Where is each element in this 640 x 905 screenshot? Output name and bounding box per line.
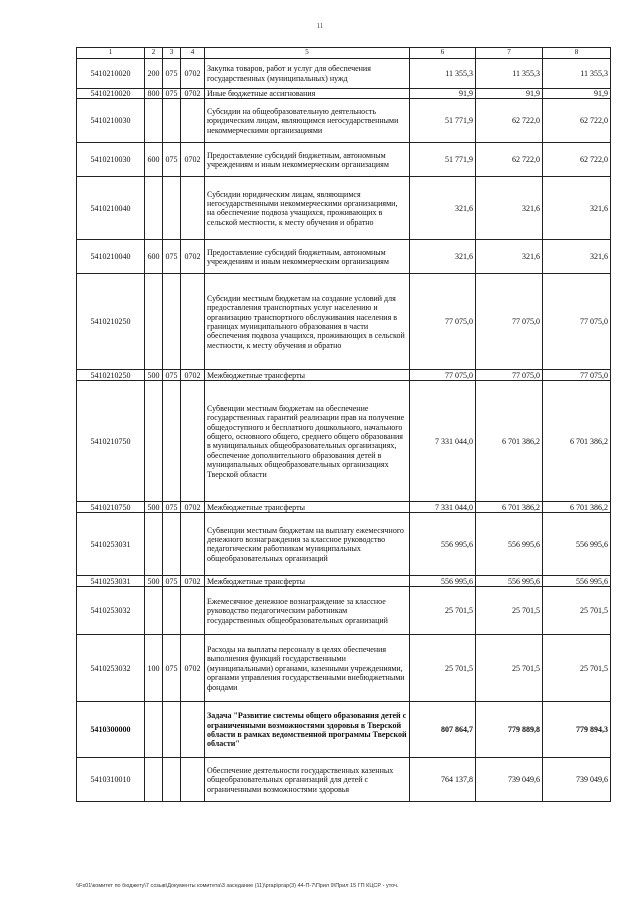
cell-department: [163, 274, 181, 370]
document-file-path: \\Fs01\комитет по бюджету\7 созыв\Документы комитета\3 заседание (11)\ргар\ргар(3) 44-П-7\Прил 9\Прил 15 ГП КЦСР - уточ.: [76, 883, 399, 889]
table-row: [77, 143, 611, 177]
cell-amount-col8: 91,9: [543, 89, 611, 99]
cell-amount-col7: 25 701,5: [476, 587, 543, 635]
table-row: [77, 381, 611, 502]
cell-amount-col6: 91,9: [410, 89, 476, 99]
cell-expense-type: 200: [145, 59, 163, 89]
cell-amount-col7: 321,6: [476, 177, 543, 240]
cell-target-code: 5410210040: [77, 177, 145, 240]
cell-target-code: 5410210250: [77, 274, 145, 370]
cell-section: [181, 702, 205, 758]
cell-amount-col7: 77 075,0: [476, 274, 543, 370]
header-cell-4: 4: [181, 48, 205, 59]
cell-department: 075: [163, 370, 181, 381]
cell-target-code: 5410210250: [77, 370, 145, 381]
cell-target-code: 5410310010: [77, 758, 145, 802]
cell-amount-col8: 6 701 386,2: [543, 381, 611, 502]
cell-amount-col6: 764 137,8: [410, 758, 476, 802]
cell-section: 0702: [181, 59, 205, 89]
header-cell-2: 2: [145, 48, 163, 59]
cell-amount-col6: 51 771,9: [410, 143, 476, 177]
cell-amount-col6: 807 864,7: [410, 702, 476, 758]
cell-expense-type: [145, 177, 163, 240]
cell-department: [163, 758, 181, 802]
cell-expense-type: 600: [145, 240, 163, 274]
cell-section: 0702: [181, 370, 205, 381]
cell-department: [163, 587, 181, 635]
cell-target-code: 5410253031: [77, 576, 145, 587]
cell-target-code: 5410253031: [77, 513, 145, 576]
cell-section: [181, 513, 205, 576]
header-cell-8: 8: [543, 48, 611, 59]
cell-item-name: Субсидии на общеобразовательную деятельность юридическим лицам, являющимся негосударственными некоммерческими организациями: [205, 99, 410, 143]
cell-amount-col7: 556 995,6: [476, 513, 543, 576]
cell-expense-type: 500: [145, 576, 163, 587]
page-number: 11: [316, 22, 324, 30]
cell-item-name: Межбюджетные трансферты: [205, 576, 410, 587]
cell-department: [163, 99, 181, 143]
cell-amount-col8: 556 995,6: [543, 513, 611, 576]
cell-expense-type: [145, 758, 163, 802]
cell-target-code: 5410210750: [77, 381, 145, 502]
cell-amount-col8: 25 701,5: [543, 635, 611, 702]
cell-section: [181, 274, 205, 370]
cell-amount-col8: 739 049,6: [543, 758, 611, 802]
cell-item-name: Расходы на выплаты персоналу в целях обеспечения выполнения функций государственными (муниципальными) органами, казенными учреждениями, органами управления государственными внебюджетными фондами: [205, 635, 410, 702]
cell-amount-col6: 321,6: [410, 177, 476, 240]
cell-department: 075: [163, 240, 181, 274]
cell-department: 075: [163, 502, 181, 513]
cell-section: 0702: [181, 576, 205, 587]
cell-target-code: 5410253032: [77, 635, 145, 702]
cell-item-name: Закупка товаров, работ и услуг для обеспечения государственных (муниципальных) нужд: [205, 59, 410, 89]
cell-department: [163, 702, 181, 758]
cell-target-code: 5410210020: [77, 89, 145, 99]
cell-amount-col7: 779 889,8: [476, 702, 543, 758]
table-row: [77, 502, 611, 513]
cell-amount-col6: 11 355,3: [410, 59, 476, 89]
cell-target-code: 5410300000: [77, 702, 145, 758]
table-row: [77, 59, 611, 89]
table-row: [77, 702, 611, 758]
cell-amount-col8: 321,6: [543, 177, 611, 240]
cell-item-name: Субсидии местным бюджетам на создание условий для предоставления транспортных услуг населению и организацию транспортного обслуживания населения в границах муниципального образования в части обеспечения подвоза учащихся, проживающих в сельской местности, к месту обучения и обратно: [205, 274, 410, 370]
cell-amount-col6: 77 075,0: [410, 274, 476, 370]
cell-amount-col6: 7 331 044,0: [410, 502, 476, 513]
cell-section: [181, 177, 205, 240]
table-row: [77, 99, 611, 143]
table-row: [77, 89, 611, 99]
cell-expense-type: [145, 274, 163, 370]
cell-amount-col6: 51 771,9: [410, 99, 476, 143]
cell-item-name: Субсидии юридическим лицам, являющимся негосударственными некоммерческими организациями, на обеспечение подвоза учащихся, проживающих в сельской местности, к месту обучения и обратно: [205, 177, 410, 240]
cell-section: 0702: [181, 635, 205, 702]
cell-item-name: Предоставление субсидий бюджетным, автономным учреждениям и иным некоммерческим организациям: [205, 240, 410, 274]
cell-amount-col7: 321,6: [476, 240, 543, 274]
header-cell-7: 7: [476, 48, 543, 59]
cell-amount-col6: 321,6: [410, 240, 476, 274]
budget-table: [76, 47, 611, 802]
cell-item-name: Субвенции местным бюджетам на обеспечение государственных гарантий реализации прав на получение общедоступного и бесплатного дошкольного, начального общего, основного общего, среднего общего образования в муниципальных общеобразовательных организациях, обеспечение дополнительного образования детей в муниципальных общеобразовательных организациях Тверской области: [205, 381, 410, 502]
cell-amount-col6: 556 995,6: [410, 576, 476, 587]
cell-amount-col7: 739 049,6: [476, 758, 543, 802]
cell-department: 075: [163, 143, 181, 177]
table-row: [77, 587, 611, 635]
table-row: [77, 177, 611, 240]
cell-amount-col6: 25 701,5: [410, 635, 476, 702]
header-cell-6: 6: [410, 48, 476, 59]
cell-item-name: Межбюджетные трансферты: [205, 370, 410, 381]
cell-amount-col7: 6 701 386,2: [476, 502, 543, 513]
cell-expense-type: 100: [145, 635, 163, 702]
cell-section: [181, 381, 205, 502]
cell-amount-col8: 25 701,5: [543, 587, 611, 635]
table-row: [77, 576, 611, 587]
cell-expense-type: 600: [145, 143, 163, 177]
cell-amount-col8: 779 894,3: [543, 702, 611, 758]
cell-target-code: 5410210750: [77, 502, 145, 513]
cell-department: 075: [163, 576, 181, 587]
cell-amount-col8: 77 075,0: [543, 370, 611, 381]
cell-amount-col8: 77 075,0: [543, 274, 611, 370]
cell-amount-col7: 91,9: [476, 89, 543, 99]
cell-amount-col8: 62 722,0: [543, 143, 611, 177]
cell-expense-type: [145, 587, 163, 635]
cell-section: 0702: [181, 143, 205, 177]
table-row: [77, 758, 611, 802]
cell-item-name: Иные бюджетные ассигнования: [205, 89, 410, 99]
table-header-row: [77, 48, 611, 59]
table-row: [77, 240, 611, 274]
cell-item-name: Ежемесячное денежное вознаграждение за классное руководство педагогическим работникам государственных общеобразовательных организаций: [205, 587, 410, 635]
cell-section: [181, 587, 205, 635]
cell-item-name: Задача "Развитие системы общего образования детей с ограниченными возможностями здоровья в Тверской области в рамках ведомственной программы Тверской области": [205, 702, 410, 758]
cell-target-code: 5410210020: [77, 59, 145, 89]
cell-target-code: 5410253032: [77, 587, 145, 635]
cell-section: 0702: [181, 240, 205, 274]
cell-target-code: 5410210030: [77, 143, 145, 177]
cell-section: [181, 99, 205, 143]
cell-amount-col7: 25 701,5: [476, 635, 543, 702]
cell-department: [163, 177, 181, 240]
cell-expense-type: [145, 513, 163, 576]
cell-item-name: Обеспечение деятельности государственных казенных общеобразовательных организаций для детей с ограниченными возможностями здоровья: [205, 758, 410, 802]
cell-section: 0702: [181, 89, 205, 99]
cell-expense-type: 500: [145, 502, 163, 513]
cell-amount-col6: 25 701,5: [410, 587, 476, 635]
header-cell-3: 3: [163, 48, 181, 59]
cell-item-name: Субвенции местным бюджетам на выплату ежемесячного денежного вознаграждения за классное руководство педагогическим работникам муниципальных общеобразовательных организаций: [205, 513, 410, 576]
cell-department: 075: [163, 635, 181, 702]
cell-amount-col8: 62 722,0: [543, 99, 611, 143]
cell-amount-col8: 321,6: [543, 240, 611, 274]
cell-item-name: Межбюджетные трансферты: [205, 502, 410, 513]
cell-department: [163, 381, 181, 502]
cell-amount-col6: 7 331 044,0: [410, 381, 476, 502]
cell-expense-type: [145, 702, 163, 758]
cell-amount-col7: 6 701 386,2: [476, 381, 543, 502]
cell-amount-col7: 11 355,3: [476, 59, 543, 89]
cell-amount-col7: 62 722,0: [476, 143, 543, 177]
cell-target-code: 5410210040: [77, 240, 145, 274]
cell-department: 075: [163, 89, 181, 99]
cell-amount-col8: 556 995,6: [543, 576, 611, 587]
header-cell-5: 5: [205, 48, 410, 59]
table-row: [77, 370, 611, 381]
cell-expense-type: 800: [145, 89, 163, 99]
cell-section: [181, 758, 205, 802]
cell-section: 0702: [181, 502, 205, 513]
cell-amount-col8: 6 701 386,2: [543, 502, 611, 513]
cell-department: 075: [163, 59, 181, 89]
table-row: [77, 274, 611, 370]
table-row: [77, 513, 611, 576]
header-cell-1: 1: [77, 48, 145, 59]
cell-item-name: Предоставление субсидий бюджетным, автономным учреждениям и иным некоммерческим организациям: [205, 143, 410, 177]
cell-amount-col7: 77 075,0: [476, 370, 543, 381]
cell-department: [163, 513, 181, 576]
cell-expense-type: [145, 381, 163, 502]
cell-amount-col7: 62 722,0: [476, 99, 543, 143]
cell-amount-col8: 11 355,3: [543, 59, 611, 89]
cell-target-code: 5410210030: [77, 99, 145, 143]
cell-expense-type: 500: [145, 370, 163, 381]
cell-amount-col6: 556 995,6: [410, 513, 476, 576]
table-row: [77, 635, 611, 702]
cell-expense-type: [145, 99, 163, 143]
cell-amount-col7: 556 995,6: [476, 576, 543, 587]
cell-amount-col6: 77 075,0: [410, 370, 476, 381]
